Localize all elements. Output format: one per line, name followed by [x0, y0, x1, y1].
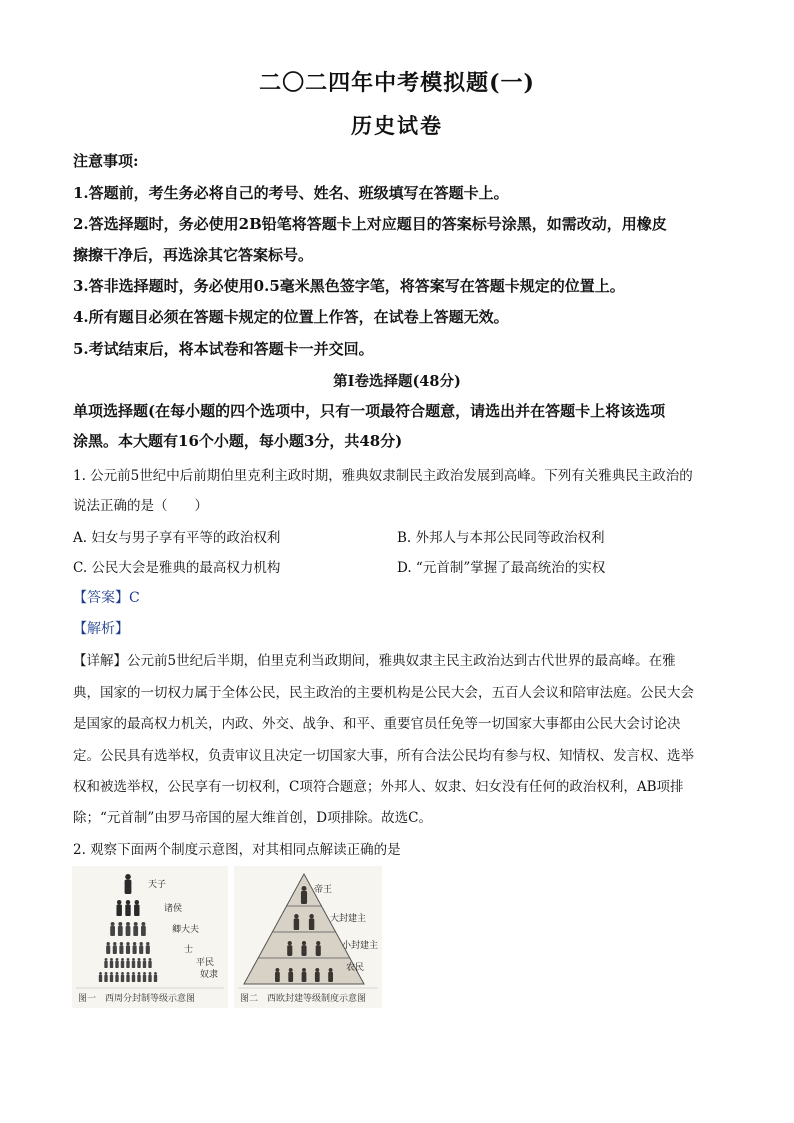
exam-subtitle: 历史试卷 [351, 113, 443, 138]
q1-detail: 是国家的最高权力机关，内政、外交、战争、和平、重要官员任免等一切国家大事都由公民大会讨论决 [73, 716, 681, 732]
q1-detail: 权和被选举权，公民享有一切权利，C项符合题意；外邦人、奴隶、妇女没有任何的政治权利，AB项排 [73, 779, 684, 795]
q1-option-c: C. 公民大会是雅典的最高权力机构 [73, 560, 281, 576]
fig1-label-zhuhou: 诸侯 [164, 904, 183, 914]
fig2-label-xiaofengjianzhu: 小封建主 [342, 941, 379, 951]
q1-detail: 典，国家的一切权力属于全体公民，民主政治的主要机构是公民大会，五百人会议和陪审法庭。公民大会 [73, 685, 694, 701]
fig1-label-qingdafu: 卿大夫 [172, 925, 200, 935]
q1-detail: 【详解】公元前5世纪后半期，伯里克利当政期间，雅典奴隶主民主政治达到古代世界的最高峰。在雅 [73, 653, 676, 669]
q1-stem: 1. 公元前5世纪中后前期伯里克利主政时期，雅典奴隶制民主政治发展到高峰。下列有关雅典民主政治的 [73, 468, 693, 484]
fig2-label-nongmin: 农民 [346, 963, 365, 973]
section-title: 第Ⅰ卷选择题(48分) [333, 373, 461, 390]
section-instruction: 涂黑。本大题有16个小题，每小题3分，共48分) [73, 432, 403, 450]
q1-option-a: A. 妇女与男子享有平等的政治权利 [73, 530, 281, 546]
q1-detail: 除；“元首制”由罗马帝国的屋大维首创，D项排除。故选C。 [73, 810, 432, 826]
q1-analysis-tag: 【解析】 [73, 621, 129, 637]
note-item: 4.所有题目必须在答题卡规定的位置上作答，在试卷上答题无效。 [73, 308, 509, 326]
fig1-zhou-hierarchy-diagram [72, 866, 228, 1008]
fig1-label-tianzi: 天子 [148, 880, 167, 890]
note-item: 擦擦干净后，再选涂其它答案标号。 [73, 246, 314, 264]
q1-option-b: B. 外邦人与本邦公民同等政治权利 [397, 530, 605, 546]
fig2-label-dafengjianzhu: 大封建主 [330, 914, 367, 924]
note-item: 3.答非选择题时，务必使用0.5毫米黑色签字笔，将答案写在答题卡规定的位置上。 [73, 277, 625, 295]
notes-heading: 注意事项: [73, 152, 139, 170]
q1-answer: 【答案】C [73, 590, 140, 606]
note-item: 5.考试结束后，将本试卷和答题卡一并交回。 [73, 340, 374, 358]
fig1-label-nuli: 奴隶 [200, 970, 219, 980]
fig1-label-shi: 士 [184, 945, 194, 955]
note-item: 1.答题前，考生务必将自己的考号、姓名、班级填写在答题卡上。 [73, 184, 509, 202]
section-instruction: 单项选择题(在每小题的四个选项中，只有一项最符合题意，请选出并在答题卡上将该选项 [73, 402, 666, 420]
q1-stem: 说法正确的是（ ） [73, 498, 208, 514]
q2-stem: 2. 观察下面两个制度示意图，对其相同点解读正确的是 [73, 842, 401, 858]
fig2-feudal-hierarchy-diagram [234, 866, 382, 1008]
fig2-label-diwang: 帝王 [314, 885, 333, 895]
fig1-caption: 图一 西周分封制等级示意图 [78, 994, 196, 1004]
q1-option-d: D. “元首制”掌握了最高统治的实权 [397, 560, 606, 576]
exam-title: 二〇二四年中考模拟题(一) [259, 70, 535, 96]
note-item: 2.答选择题时，务必使用2B铅笔将答题卡上对应题目的答案标号涂黑，如需改动，用橡皮 [73, 215, 667, 233]
fig2-caption: 图二 西欧封建等级制度示意图 [240, 994, 367, 1004]
q1-detail: 定。公民具有选举权，负责审议且决定一切国家大事，所有合法公民均有参与权、知情权、发言权、选举 [73, 748, 694, 764]
fig1-label-pingmin: 平民 [196, 958, 215, 968]
